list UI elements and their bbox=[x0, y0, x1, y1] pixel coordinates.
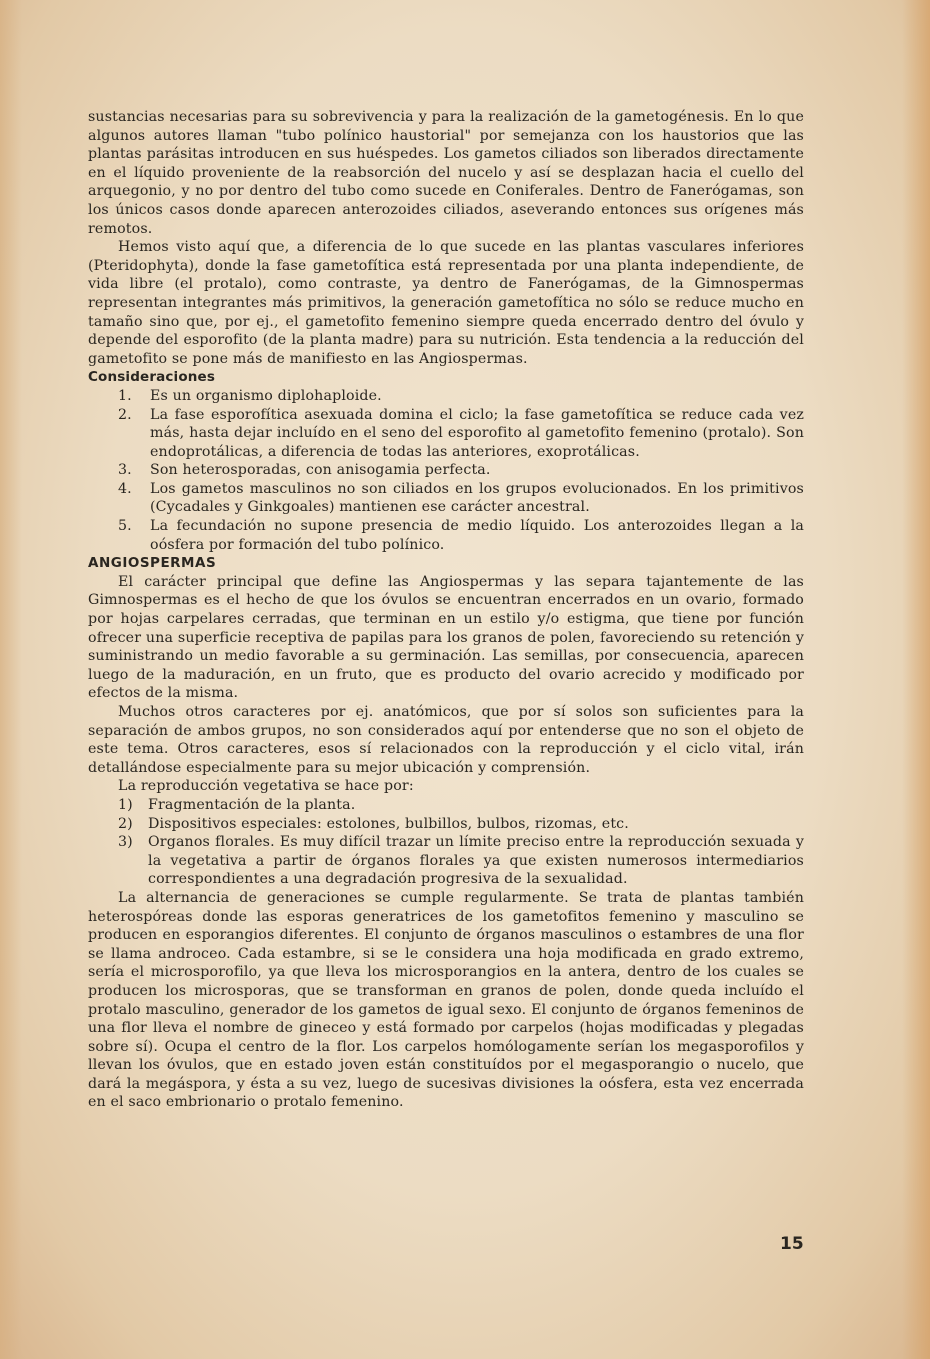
page-edge-right bbox=[902, 0, 930, 1359]
list-item-text: Son heterosporadas, con anisogamia perfecta. bbox=[150, 462, 491, 479]
list-item-number: 1. bbox=[118, 387, 132, 404]
page-content bbox=[88, 108, 804, 1112]
paragraph-reduction-gametophyte: Hemos visto aquí que, a diferencia de lo que sucede en las plantas vasculares inferiores (Pteridophyta), donde la fase gametofítica está representada por una planta independiente, de vida libre (el protalo), como contraste, ya dentro de Fanerógamas, de la Gimnospermas representan integrantes más primitivos, la generación gametofítica no sólo se reduce mucho en tamaño sino que, por ej., el gametofito femenino siempre queda encerrado dentro del óvulo y depende del esporofito (de la planta madre) para su nutrición. Esta tendencia a la reducción del gametofito se pone más de manifiesto en las Angiospermas. bbox=[88, 239, 804, 367]
list-item-number: 4. bbox=[118, 480, 132, 497]
section-heading-consideraciones: Consideraciones bbox=[88, 369, 215, 386]
list-item-number: 5. bbox=[118, 518, 132, 535]
list-item-text: Los gametos masculinos no son ciliados en los grupos evolucionados. En los primitivos (Cycadales y Ginkgoales) mantienen ese carácter ancestral. bbox=[150, 480, 804, 516]
list-item-number: 2) bbox=[118, 815, 133, 832]
list-item-text: Es un organismo diplohaploide. bbox=[150, 387, 382, 404]
list-item-text: La fase esporofítica asexuada domina el ciclo; la fase gametofítica se reduce cada vez más, hasta dejar incluído en el seno del esporofito al gametofito femenino (protalo). Son endoprotálicas, a diferencia de todas las anteriores, exoprotálicas. bbox=[150, 406, 804, 460]
reproduction-list bbox=[88, 796, 804, 889]
list-item bbox=[88, 406, 804, 462]
list-item-number: 3) bbox=[118, 834, 133, 851]
consideraciones-list bbox=[88, 387, 804, 554]
list-item bbox=[88, 387, 804, 406]
list-item-number: 3. bbox=[118, 462, 132, 479]
list-item-text: La fecundación no supone presencia de medio líquido. Los anterozoides llegan a la oósfera por formación del tubo polínico. bbox=[150, 518, 804, 553]
list-item bbox=[88, 480, 804, 517]
list-item-text: Dispositivos especiales: estolones, bulbillos, bulbos, rizomas, etc. bbox=[148, 815, 629, 832]
list-item-text: Fragmentación de la planta. bbox=[148, 796, 356, 813]
paragraph-alternation-generations: La alternancia de generaciones se cumple regularmente. Se trata de plantas también heterospóreas donde las esporas generatrices de los gametofitos femenino y masculino se producen en esporangios diferentes. El conjunto de órganos masculinos o estambres de una flor se llama androceo. Cada estambre, si se le considera una hoja modificada en grado extremo, sería el microsporofilo, ya que lleva los microsporangios en la antera, dentro de los cuales se producen los microsporas, que se transforman en granos de polen, donde queda incluído el protalo masculino, generador de los gametos de igual sexo. El conjunto de órganos femeninos de una flor lleva el nombre de gineceo y está formado por carpelos (hojas modificadas y plegadas sobre sí). Ocupa el centro de la flor. Los carpelos homólogamente serían los megasporofilos y llevan los óvulos, que en estado joven están constituídos por el megasporangio o nucelo, que dará la megáspora, y ésta a su vez, luego de sucesivas divisiones la oósfera, esta vez encerrada en el saco embrionario o protalo femenino. bbox=[88, 889, 804, 1111]
paragraph-other-characters: Muchos otros caracteres por ej. anatómicos, que por sí solos son suficientes para la separación de ambos grupos, no son considerados aquí por entenderse que no son el objeto de este tema. Otros caracteres, esos sí relacionados con la reproducción y el ciclo vital, irán detallándose especialmente para su mejor ubicación y comprensión. bbox=[88, 704, 804, 776]
list-item bbox=[88, 517, 804, 554]
page-edge-left bbox=[0, 0, 22, 1359]
list-item bbox=[88, 796, 804, 815]
paragraph-angiosperm-definition: El carácter principal que define las Angiospermas y las separa tajantemente de las Gimnospermas es el hecho de que los óvulos se encuentran encerrados en un ovario, formado por hojas carpelares cerradas, que terminan en un estilo y/o estigma, que tiene por función ofrecer una superficie receptiva de papilas para los granos de polen, favoreciendo su retención y suministrando un medio favorable a su germinación. Las semillas, por consecuencia, aparecen luego de la maduración, en un fruto, que es producto del ovario acrecido y modificado por efectos de la misma. bbox=[88, 573, 804, 702]
list-item-number: 2. bbox=[118, 406, 132, 423]
list-item bbox=[88, 833, 804, 889]
list-item bbox=[88, 461, 804, 480]
page-number: 15 bbox=[780, 1234, 804, 1254]
list-item bbox=[88, 815, 804, 834]
paragraph-gametogenesis: sustancias necesarias para su sobrevivencia y para la realización de la gametogénesis. En lo que algunos autores llaman "tubo polínico haustorial" por semejanza con los haustorios que las plantas parásitas introducen en sus huéspedes. Los gametos ciliados son liberados directamente en el líquido proveniente de la reabsorción del nucelo y así se desplazan hacia el cuello del arquegonio, y no por dentro del tubo como sucede en Coniferales. Dentro de Fanerógamas, son los únicos casos donde aparecen anterozoides ciliados, aseverando entonces sus orígenes más remotos. bbox=[88, 109, 804, 237]
list-item-text: Organos florales. Es muy difícil trazar un límite preciso entre la reproducción sexuada y la vegetativa a partir de órganos florales ya que existen numerosos intermediarios correspondientes a una degradación progresiva de la sexualidad. bbox=[148, 834, 804, 888]
section-heading-angiospermas: ANGIOSPERMAS bbox=[88, 555, 217, 572]
list-item-number: 1) bbox=[118, 796, 133, 813]
paragraph-vegetative-reproduction: La reproducción vegetativa se hace por: bbox=[118, 778, 414, 795]
